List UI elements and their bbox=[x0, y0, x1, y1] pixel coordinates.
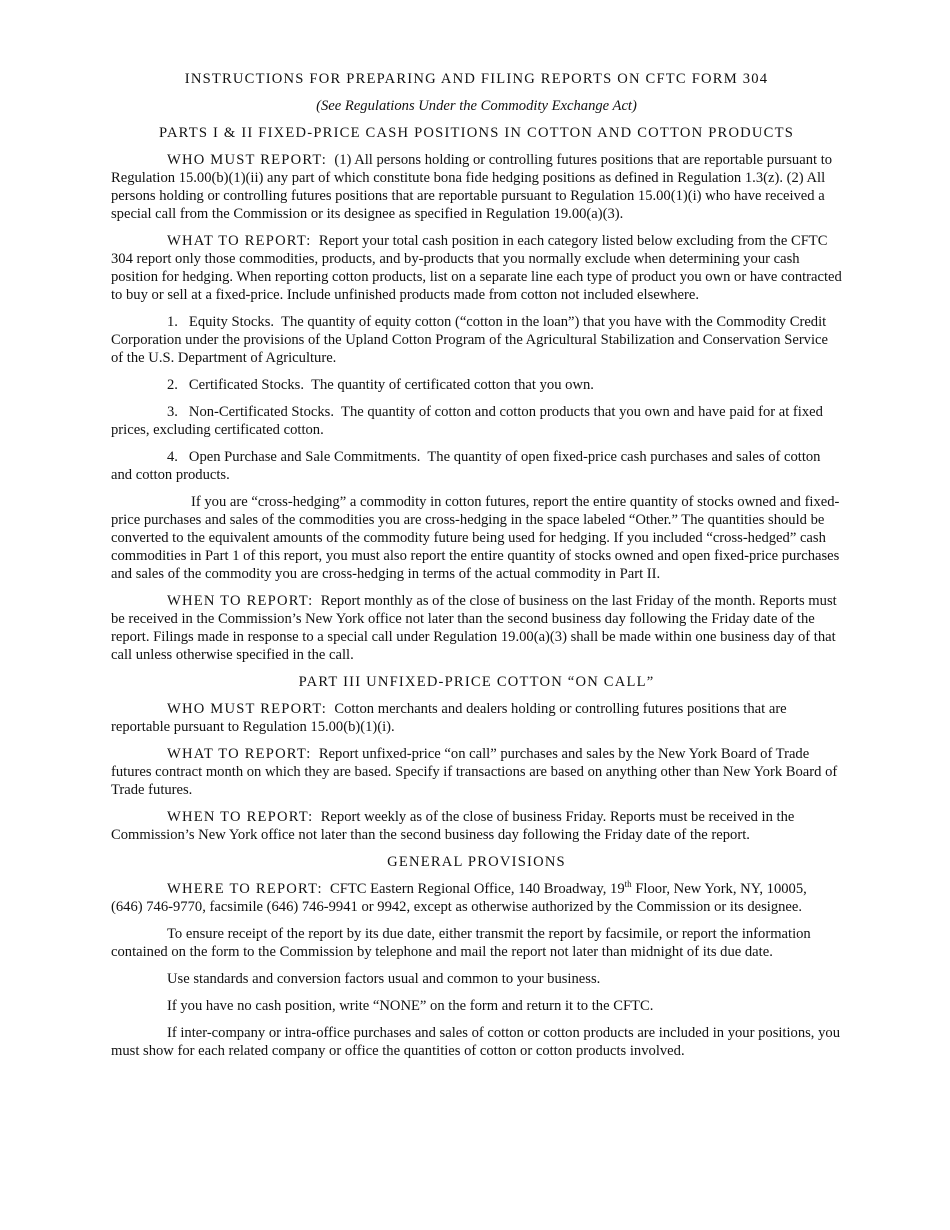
part3-who-text: Cotton merchants and dealers holding or controlling futures positions that are reportable pursuant to Regulation 15.00(b)(1)(i). bbox=[111, 701, 787, 735]
document-title: INSTRUCTIONS FOR PREPARING AND FILING REPORTS ON CFTC FORM 304 bbox=[184, 71, 769, 87]
part1-when-text: Report monthly as of the close of business on the last Friday of the month. Reports must be received in the Commission’s New York office not later than the second business day following the Friday date of the report. Filings made in response to a special call under Regulation 19.00(a)(3) shall be made within one business day of that call unless otherwise specified in the call. bbox=[111, 593, 837, 663]
part1-what-label: WHAT TO REPORT: bbox=[167, 233, 312, 249]
part1-who-paragraph bbox=[111, 151, 842, 223]
where-text-a: CFTC Eastern Regional Office, 140 Broadway, 19 bbox=[330, 881, 625, 897]
general-paragraph-3: If you have no cash position, write “NONE” on the form and return it to the CFTC. bbox=[167, 998, 654, 1014]
part3-when-label: WHEN TO REPORT: bbox=[167, 809, 314, 825]
part3-when-text: Report weekly as of the close of business Friday. Reports must be received in the Commission’s New York office not later than the second business day following the Friday date of the report. bbox=[111, 809, 795, 843]
list-item bbox=[111, 403, 842, 439]
list-item bbox=[111, 313, 842, 367]
general-provisions-heading: GENERAL PROVISIONS bbox=[387, 854, 566, 870]
item-number: 2. bbox=[167, 377, 178, 393]
general-paragraph-4: If inter-company or intra-office purchases and sales of cotton or cotton products are included in your positions, you must show for each related company or office the quantities of cotton or cotton products involved. bbox=[111, 1025, 840, 1059]
part1-heading: PARTS I & II FIXED-PRICE CASH POSITIONS IN COTTON AND COTTON PRODUCTS bbox=[158, 125, 795, 141]
item-number: 1. bbox=[167, 314, 178, 330]
general-paragraph-1: To ensure receipt of the report by its due date, either transmit the report by facsimile, or report the information contained on the form to the Commission by telephone and mail the report not later than midnight of its due date. bbox=[111, 926, 811, 960]
general-paragraph-2: Use standards and conversion factors usual and common to your business. bbox=[167, 971, 601, 987]
where-superscript: th bbox=[624, 879, 632, 890]
part3-who-label: WHO MUST REPORT: bbox=[167, 701, 328, 717]
item-text: The quantity of equity cotton (“cotton in the loan”) that you have with the Commodity Credit Corporation under the provisions of the Upland Cotton Program of the Agricultural Stabilization and Conservation Service of the U.S. Department of Agriculture. bbox=[111, 314, 828, 366]
part3-what-paragraph bbox=[111, 745, 842, 799]
where-label: WHERE TO REPORT: bbox=[167, 881, 323, 897]
item-label: Equity Stocks. bbox=[188, 314, 275, 330]
part3-what-text: Report unfixed-price “on call” purchases and sales by the New York Board of Trade futures contract month on which they are based. Specify if transactions are based on anything other than New York Board of Trade futures. bbox=[111, 746, 838, 798]
part1-who-label: WHO MUST REPORT: bbox=[167, 152, 328, 168]
part1-who-text: (1) All persons holding or controlling futures positions that are reportable pursuant to Regulation 15.00(b)(1)(ii) any part of which constitute bona fide hedging positions as defined in Regulation 1.3(z). (2) All persons holding or controlling futures positions that are reportable pursuant to Regulation 15.00(1)(i) who have received a special call from the Commission or its designee as specified in Regulation 19.00(a)(3). bbox=[111, 152, 833, 222]
cross-hedging-paragraph: If you are “cross-hedging” a commodity in cotton futures, report the entire quantity of stocks owned and fixed-price purchases and sales of the commodities you are cross-hedging in the space labeled “Other.” The quantities should be converted to the equivalent amounts of the commodity future being used for hedging. If you included “cross-hedged” cash commodities in Part 1 of this report, you must also report the entire quantity of stocks owned and open fixed-price purchases and sales of the commodity you are cross-hedging in terms of the actual commodity in Part II. bbox=[111, 494, 840, 582]
where-paragraph bbox=[111, 880, 842, 916]
part3-what-label: WHAT TO REPORT: bbox=[167, 746, 312, 762]
part1-what-text: Report your total cash position in each category listed below excluding from the CFTC 304 report only those commodities, products, and by-products that you normally exclude when determining your cash position for hedging. When reporting cotton products, list on a separate line each type of product you own or have contracted to buy or sell at a fixed-price. Include unfinished products made from cotton not included elsewhere. bbox=[111, 233, 842, 303]
item-text: The quantity of open fixed-price cash purchases and sales of cotton and cotton products. bbox=[111, 449, 821, 483]
part3-heading: PART III UNFIXED-PRICE COTTON “ON CALL” bbox=[298, 674, 655, 690]
item-label: Certificated Stocks. bbox=[188, 377, 305, 393]
item-text: The quantity of cotton and cotton products that you own and have paid for at fixed prices, excluding certificated cotton. bbox=[111, 404, 823, 438]
item-label: Non-Certificated Stocks. bbox=[188, 404, 334, 420]
list-item bbox=[111, 376, 842, 394]
part1-when-paragraph bbox=[111, 592, 842, 664]
list-item bbox=[111, 448, 842, 484]
part1-what-paragraph bbox=[111, 232, 842, 304]
item-number: 4. bbox=[167, 449, 178, 465]
item-label: Open Purchase and Sale Commitments. bbox=[188, 449, 421, 465]
document-subtitle: (See Regulations Under the Commodity Exchange Act) bbox=[316, 98, 637, 114]
where-text-b: Floor, New York, NY, 10005, (646) 746-9770, facsimile (646) 746-9941 or 9942, except as otherwise authorized by the Commission or its designee. bbox=[111, 881, 807, 915]
part3-who-paragraph bbox=[111, 700, 842, 736]
item-number: 3. bbox=[167, 404, 178, 420]
document-page bbox=[111, 70, 842, 1069]
item-text: The quantity of certificated cotton that you own. bbox=[311, 377, 594, 393]
part1-when-label: WHEN TO REPORT: bbox=[167, 593, 314, 609]
part3-when-paragraph bbox=[111, 808, 842, 844]
